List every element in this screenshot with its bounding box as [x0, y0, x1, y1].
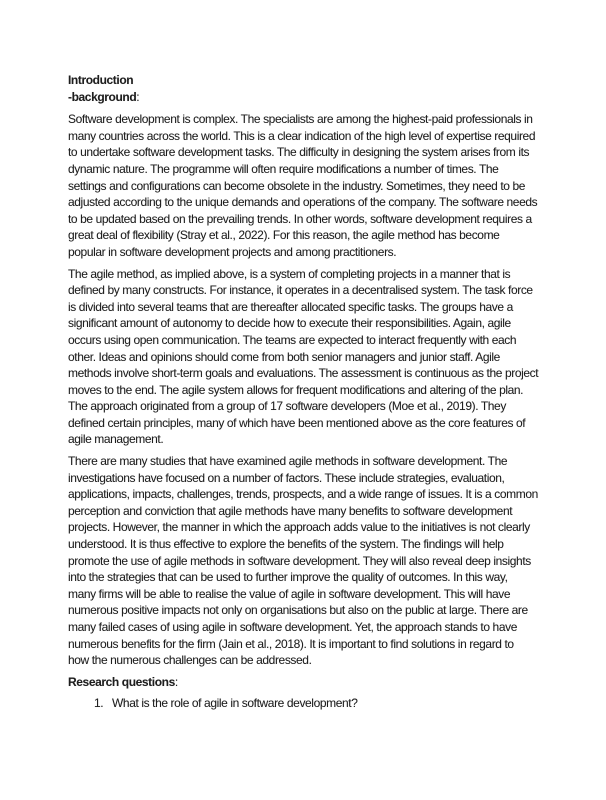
text-line: other. Ideas and opinions should come from both senior managers and junior staff. Agile [68, 349, 500, 364]
document-content [68, 72, 578, 712]
research-questions-heading-text: Research questions [68, 674, 175, 689]
text-line: perception and conviction that agile methods have many benefits to software development [68, 503, 513, 518]
text-line: numerous benefits for the firm (Jain et al., 2018). It is important to find solutions in regard to [68, 636, 514, 651]
text-line: dynamic nature. The programme will often require modifications a number of times. The [68, 161, 499, 176]
text-line: how the numerous challenges can be addressed. [68, 653, 312, 668]
heading-introduction: Introduction [68, 73, 134, 87]
text-line: The approach originated from a group of 17 software developers (Moe et al., 2019). They [68, 399, 506, 414]
text-line: significant amount of autonomy to decide how to execute their responsibilities. Again, agile [68, 316, 511, 331]
text-line: understood. It is thus effective to explore the benefits of the system. The findings will help [68, 537, 504, 552]
text-line: The agile method, as implied above, is a system of completing projects in a manner that is [68, 266, 511, 281]
text-line: promote the use of agile methods in software development. They will also reveal deep insights [68, 553, 531, 568]
research-question-item [68, 695, 578, 712]
text-line: many firms will be able to realise the value of agile in software development. This will have [68, 586, 511, 601]
text-line: is divided into several teams that are thereafter allocated specific tasks. The groups have a [68, 299, 513, 314]
text-line: settings and configurations can become obsolete in the industry. Sometimes, they need to be [68, 178, 526, 193]
document-headings [68, 72, 578, 105]
text-line: great deal of flexibility (Stray et al., 2022). For this reason, the agile method has become [68, 228, 500, 243]
text-line: adjusted according to the unique demands and operations of the company. The software needs [68, 195, 538, 210]
text-line: methods involve short-term goals and evaluations. The assessment is continuous as the project [68, 366, 539, 381]
text-line: to undertake software development tasks. The difficulty in designing the system arises from its [68, 145, 530, 160]
text-line: occurs using open communication. The teams are expected to interact frequently with each [68, 332, 517, 347]
text-line: numerous positive impacts not only on organisations but also on the public at large. There are [68, 603, 528, 618]
heading-background-text: -background [68, 89, 137, 104]
text-line: There are many studies that have examined agile methods in software development. The [68, 454, 508, 469]
text-line: into the strategies that can be used to further improve the quality of outcomes. In this way, [68, 570, 508, 585]
text-line: agile management. [68, 432, 164, 447]
text-line: many failed cases of using agile in software development. Yet, the approach stands to have [68, 620, 517, 634]
text-line: popular in software development projects and among practitioners. [68, 244, 397, 259]
text-line: to be updated based on the prevailing trends. In other words, software development requires a [68, 211, 532, 226]
text-line: defined by many constructs. For instance, it operates in a decentralised system. The task force [68, 283, 533, 298]
paragraph [68, 453, 578, 669]
list-number: 1. [94, 696, 104, 711]
text-line: Software development is complex. The specialists are among the highest-paid professionals in [68, 112, 533, 127]
paragraph [68, 111, 578, 260]
text-line: applications, impacts, challenges, trends, prospects, and a wide range of issues. It is a common [68, 487, 538, 502]
text-line: investigations have focused on a number of factors. These include strategies, evaluation, [68, 470, 505, 485]
heading-background-colon: : [136, 89, 140, 104]
text-line: defined certain principles, many of which have been mentioned above as the core features of [68, 415, 526, 430]
research-questions-heading [68, 674, 578, 691]
text-line: moves to the end. The agile system allows for frequent modifications and altering of the plan. [68, 382, 524, 397]
paragraph [68, 266, 578, 449]
body-paragraphs [68, 111, 578, 669]
heading-background [68, 89, 578, 106]
research-questions-list [68, 695, 578, 712]
text-line: many countries across the world. This is a clear indication of the high level of expertise required [68, 128, 536, 143]
text-line: projects. However, the manner in which the approach adds value to the initiatives is not clearly [68, 520, 530, 535]
research-question-text: What is the role of agile in software development? [112, 696, 358, 711]
research-questions-heading-colon: : [174, 674, 178, 689]
